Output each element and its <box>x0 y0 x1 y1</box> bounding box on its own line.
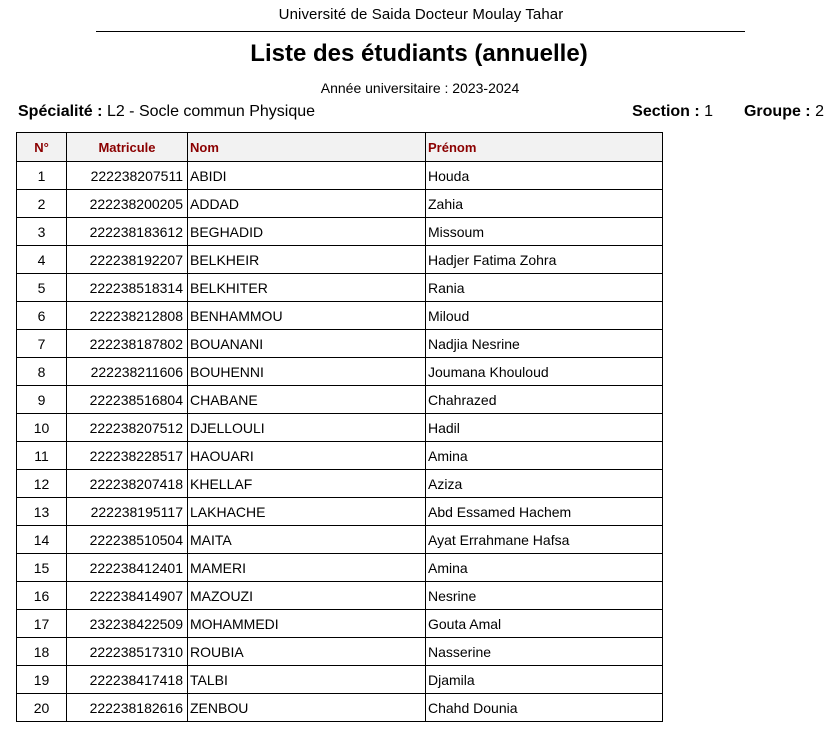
cell-nom: CHABANE <box>188 386 426 414</box>
cell-number: 5 <box>17 274 67 302</box>
cell-nom: BOUHENNI <box>188 358 426 386</box>
cell-nom: ABIDI <box>188 162 426 190</box>
section-label: Section : <box>632 103 700 120</box>
cell-prenom: Aziza <box>426 470 663 498</box>
cell-matricule: 222238516804 <box>67 386 188 414</box>
cell-matricule: 222238212808 <box>67 302 188 330</box>
cell-matricule: 222238510504 <box>67 526 188 554</box>
cell-number: 3 <box>17 218 67 246</box>
cell-nom: BOUANANI <box>188 330 426 358</box>
cell-number: 18 <box>17 638 67 666</box>
academic-year: Année universitaire : 2023-2024 <box>320 80 520 96</box>
table-row <box>17 554 663 582</box>
cell-prenom: Missoum <box>426 218 663 246</box>
cell-matricule: 222238518314 <box>67 274 188 302</box>
cell-number: 11 <box>17 442 67 470</box>
specialite-label: Spécialité : <box>18 103 103 120</box>
cell-number: 1 <box>17 162 67 190</box>
cell-number: 12 <box>17 470 67 498</box>
specialite-value: L2 - Socle commun Physique <box>106 103 316 120</box>
cell-nom: HAOUARI <box>188 442 426 470</box>
cell-number: 6 <box>17 302 67 330</box>
cell-number: 14 <box>17 526 67 554</box>
table-row <box>17 526 663 554</box>
table-row <box>17 358 663 386</box>
table-row <box>17 666 663 694</box>
cell-matricule: 222238211606 <box>67 358 188 386</box>
cell-prenom: Chahd Dounia <box>426 694 663 722</box>
cell-prenom: Ayat Errahmane Hafsa <box>426 526 663 554</box>
header-nom: Nom <box>188 133 426 162</box>
header-number: N° <box>17 133 67 162</box>
cell-number: 16 <box>17 582 67 610</box>
section-value: 1 <box>704 103 714 120</box>
cell-number: 4 <box>17 246 67 274</box>
section-group-line <box>632 103 824 121</box>
table-row <box>17 498 663 526</box>
cell-matricule: 222238200205 <box>67 190 188 218</box>
table-row <box>17 218 663 246</box>
cell-nom: MAZOUZI <box>188 582 426 610</box>
cell-nom: MOHAMMEDI <box>188 610 426 638</box>
groupe-value: 2 <box>815 103 824 120</box>
header-divider <box>96 31 745 32</box>
cell-matricule: 222238182616 <box>67 694 188 722</box>
cell-matricule: 222238207418 <box>67 470 188 498</box>
cell-nom: BEGHADID <box>188 218 426 246</box>
cell-prenom: Joumana Khouloud <box>426 358 663 386</box>
table-row <box>17 470 663 498</box>
cell-prenom: Zahia <box>426 190 663 218</box>
cell-prenom: Abd Essamed Hachem <box>426 498 663 526</box>
cell-number: 17 <box>17 610 67 638</box>
table-row <box>17 302 663 330</box>
cell-nom: ADDAD <box>188 190 426 218</box>
cell-matricule: 222238207512 <box>67 414 188 442</box>
cell-prenom: Amina <box>426 442 663 470</box>
cell-prenom: Houda <box>426 162 663 190</box>
specialite-line <box>18 103 315 121</box>
cell-prenom: Chahrazed <box>426 386 663 414</box>
cell-number: 13 <box>17 498 67 526</box>
table-row <box>17 162 663 190</box>
cell-prenom: Amina <box>426 554 663 582</box>
cell-matricule: 222238195117 <box>67 498 188 526</box>
cell-matricule: 222238207511 <box>67 162 188 190</box>
cell-nom: MAITA <box>188 526 426 554</box>
table-row <box>17 386 663 414</box>
table-row <box>17 274 663 302</box>
header-prenom: Prénom <box>426 133 663 162</box>
cell-prenom: Hadil <box>426 414 663 442</box>
cell-nom: KHELLAF <box>188 470 426 498</box>
cell-prenom: Gouta Amal <box>426 610 663 638</box>
cell-number: 10 <box>17 414 67 442</box>
table-header-row <box>17 133 663 162</box>
table-row <box>17 694 663 722</box>
cell-matricule: 222238417418 <box>67 666 188 694</box>
cell-matricule: 232238422509 <box>67 610 188 638</box>
page-title: Liste des étudiants (annuelle) <box>250 40 588 67</box>
cell-prenom: Nadjia Nesrine <box>426 330 663 358</box>
cell-matricule: 222238187802 <box>67 330 188 358</box>
cell-nom: ROUBIA <box>188 638 426 666</box>
cell-number: 15 <box>17 554 67 582</box>
table-row <box>17 638 663 666</box>
table-row <box>17 414 663 442</box>
cell-nom: DJELLOULI <box>188 414 426 442</box>
table-row <box>17 610 663 638</box>
table-row <box>17 330 663 358</box>
groupe-label: Groupe : <box>743 103 811 120</box>
cell-matricule: 222238192207 <box>67 246 188 274</box>
cell-prenom: Rania <box>426 274 663 302</box>
cell-number: 2 <box>17 190 67 218</box>
students-table <box>16 132 663 722</box>
cell-nom: LAKHACHE <box>188 498 426 526</box>
cell-nom: ZENBOU <box>188 694 426 722</box>
cell-number: 7 <box>17 330 67 358</box>
cell-nom: TALBI <box>188 666 426 694</box>
cell-matricule: 222238183612 <box>67 218 188 246</box>
university-name: Université de Saida Docteur Moulay Tahar <box>278 6 564 23</box>
cell-matricule: 222238228517 <box>67 442 188 470</box>
table-row <box>17 582 663 610</box>
cell-number: 8 <box>17 358 67 386</box>
cell-number: 9 <box>17 386 67 414</box>
cell-matricule: 222238412401 <box>67 554 188 582</box>
cell-matricule: 222238414907 <box>67 582 188 610</box>
cell-nom: BENHAMMOU <box>188 302 426 330</box>
cell-nom: BELKHITER <box>188 274 426 302</box>
cell-prenom: Nasserine <box>426 638 663 666</box>
table-row <box>17 246 663 274</box>
cell-number: 19 <box>17 666 67 694</box>
cell-nom: MAMERI <box>188 554 426 582</box>
cell-number: 20 <box>17 694 67 722</box>
table-row <box>17 442 663 470</box>
cell-nom: BELKHEIR <box>188 246 426 274</box>
cell-prenom: Nesrine <box>426 582 663 610</box>
cell-prenom: Miloud <box>426 302 663 330</box>
cell-prenom: Hadjer Fatima Zohra <box>426 246 663 274</box>
cell-matricule: 222238517310 <box>67 638 188 666</box>
table-row <box>17 190 663 218</box>
header-matricule: Matricule <box>67 133 188 162</box>
cell-prenom: Djamila <box>426 666 663 694</box>
